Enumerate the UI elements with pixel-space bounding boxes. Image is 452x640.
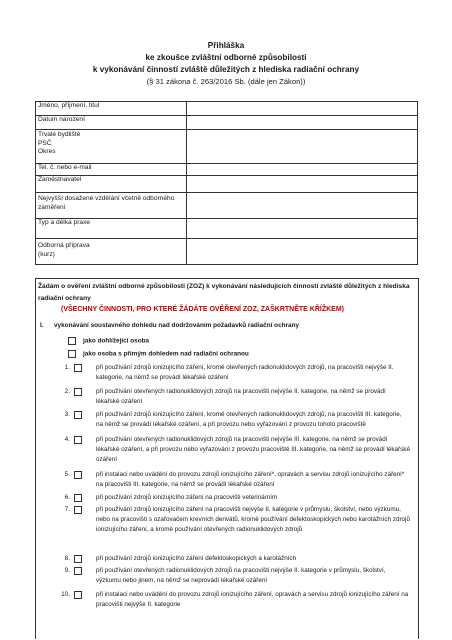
activity-checkbox[interactable] — [74, 555, 82, 563]
field-label-address: Trvalé bydliště PSČ Okres — [36, 130, 187, 164]
form-title: Přihláška — [207, 41, 245, 50]
law-reference: (§ 31 zákona č. 263/2016 Sb. (dále jen Zákon)) — [146, 77, 306, 86]
activity-text: při používání otevřených radionuklidových zdrojů na pracovišti nejvýše II. kategorie v průmyslu, školství, výzkumu nebo jinem, na němž se neprovádí lékařské ozáření — [96, 567, 386, 585]
activity-number: 9. — [64, 567, 70, 574]
field-label-training: Odborná příprava (kurz) — [36, 239, 187, 265]
field-input-employer[interactable] — [187, 176, 418, 193]
field-input-birthdate[interactable] — [187, 116, 418, 130]
section-number: I. — [40, 322, 44, 329]
form-subtitle-2: k vykonávání činností zvláště důležitých z hlediska radiační ochrany — [92, 65, 360, 74]
field-label-contact: Tel. č. nebo e-mail — [36, 164, 187, 176]
activity-text: při používání otevřených radionuklidových zdrojů na pracovišti nejvýše II. kategorie, na němž se provádí lékařské ozáření — [96, 388, 386, 406]
activity-number: 6. — [64, 494, 70, 501]
option-direct-supervision-checkbox[interactable] — [68, 350, 76, 358]
field-label-education: Nejvyšší dosažené vzdělání včetně odborného zaměření — [36, 193, 187, 219]
activity-checkbox[interactable] — [74, 591, 82, 599]
section-heading — [40, 322, 299, 329]
option-supervisor — [68, 337, 149, 345]
activity-checkbox[interactable] — [74, 494, 82, 502]
field-input-name[interactable] — [187, 102, 418, 116]
personal-info-table — [35, 101, 418, 265]
option-direct-supervision — [68, 350, 249, 358]
field-input-practice[interactable] — [187, 219, 418, 239]
activity-checkbox[interactable] — [74, 436, 82, 444]
activity-text: při instalaci nebo uvádění do provozu zdrojů ionizujícího záření, opravách a servisu zdrojů ionizujícího záření na pracovišti nejvýše II. kategorie — [96, 591, 409, 609]
activity-number: 5. — [64, 471, 70, 478]
activity-checkbox[interactable] — [74, 567, 82, 575]
option-supervisor-checkbox[interactable] — [68, 337, 76, 345]
activity-checkbox[interactable] — [74, 411, 82, 419]
checkbox-instruction: (VŠECHNY ČINNOSTI, PRO KTERÉ ŽÁDÁTE OVĚŘENÍ ZOZ, ZAŠKRTNĚTE KŘÍŽKEM) — [61, 306, 344, 313]
activity-text: při používání zdrojů ionizujícího záření, kromě otevřených radionuklidových zdrojů, na pracovišti nejvýše II. kategorie, na němž se provádí lékařské ozáření — [96, 364, 394, 382]
activities-section — [35, 278, 419, 639]
field-input-address[interactable] — [187, 130, 418, 164]
activity-text: při používání zdrojů ionizujícího záření defektoskopických a karotážních — [96, 555, 297, 562]
activity-checkbox[interactable] — [74, 388, 82, 396]
option-supervisor-label: jako dohlížející osoba — [83, 337, 150, 345]
field-input-education[interactable] — [187, 193, 418, 219]
activity-text: při používání zdrojů ionizujícího záření na pracovišti veterinárním — [96, 494, 278, 501]
activity-number: 10. — [61, 591, 70, 598]
form-subtitle-1: ke zkoušce zvláštní odborné způsobilosti — [145, 53, 307, 62]
activity-number: 7. — [64, 506, 70, 513]
activity-text: při používání otevřených radionuklidových zdrojů na pracovišti nejvýše III. kategorie, na němž se provádí lékařské ozáření, a při provozu nebo vyřazování z provozu pracoviště III. kategorie, na němž se provádí lékařské ozáření — [96, 436, 410, 464]
field-label-practice: Typ a délka praxe — [36, 219, 187, 239]
form-header — [0, 40, 452, 88]
activity-text: při instalaci nebo uvádění do provozu zdrojů ionizujícího záření*, opravách a servisu zdrojů ionizujícího záření* na pracovišti III. kategorie, na němž se provádí lékařské ozáření — [96, 471, 405, 489]
field-input-contact[interactable] — [187, 164, 418, 176]
activity-number: 1. — [64, 364, 70, 371]
request-intro: Žádám o ověření zvláštní odborné způsobilosti (ZOZ) k vykonávání následujících činností zvláště důležitých z hlediska radiační ochrany — [38, 283, 410, 302]
activity-number: 4. — [64, 436, 70, 443]
activity-checkbox[interactable] — [74, 364, 82, 372]
field-label-name: Jméno, příjmení, titul — [36, 102, 187, 116]
option-direct-supervision-label: jako osoba s přímým dohledem nad radiační ochranou — [83, 350, 249, 358]
activity-text: při používání zdrojů ionizujícího záření na pracovišti nejvýše II. kategorie v průmyslu, školství, nebo výzkumu, nebo na pracovišti s ozařovačem krevních derivátů, kromě používání defektoskopických nebo karotážních zdrojů ionizujícího záření, a kromě používání otevřených radionuklidových zdrojů — [96, 506, 410, 534]
field-label-employer: Zaměstnavatel — [36, 176, 187, 193]
activity-number: 8. — [64, 555, 70, 562]
activity-checkbox[interactable] — [74, 506, 82, 514]
field-input-training[interactable] — [187, 239, 418, 265]
field-label-birthdate: Datum narození — [36, 116, 187, 130]
activity-checkbox[interactable] — [74, 471, 82, 479]
activity-number: 3. — [64, 411, 70, 418]
activity-text: při používání zdrojů ionizujícího záření, kromě otevřených radionuklidových zdrojů, na pracovišti III. kategorie, na němž se provádí lékařské ozáření, a při provozu nebo vyřazování z provozu tohoto pracoviště — [96, 411, 402, 429]
activity-number: 2. — [64, 388, 70, 395]
section-title: vykonávání soustavného dohledu nad dodržováním požadavků radiační ochrany — [54, 322, 300, 329]
